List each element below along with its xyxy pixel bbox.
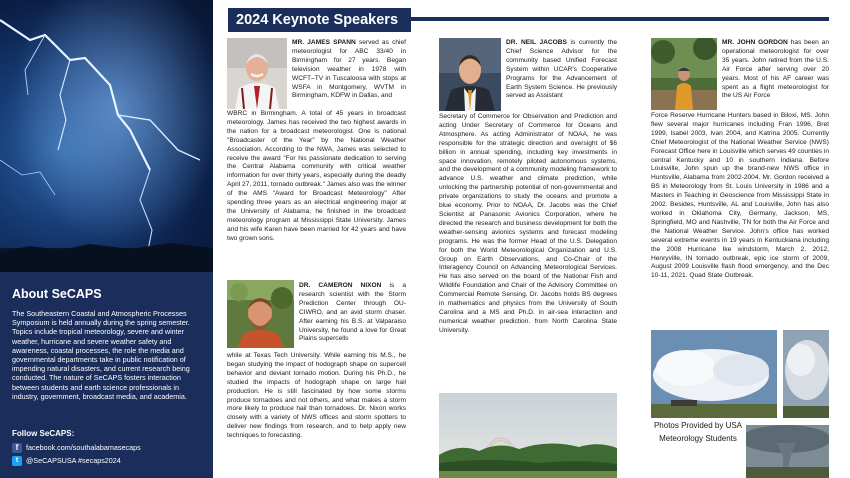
storm-cloud-photo <box>651 330 777 418</box>
about-body: The Southeastern Coastal and Atmospheric Processes Symposium is held annually during the spring semester. Topics include tropical meteorology, severe and winter weather, hurricane and severe weather safety and awareness, coastal processes, the role the media and governmental departments take in public notification of impending natural disasters, and current research being conducted. The nature of SeCAPS fosters interaction between students and earth science professionals in industry, government, broadcast media, and academia. <box>12 309 190 401</box>
about-section <box>12 287 204 401</box>
cameron-nixon-portrait <box>227 280 294 348</box>
left-panel <box>0 0 213 478</box>
gordon-intro-text: has been an operational meteorologist for over 35 years. John retired from the U.S. Air Force after serving over 20 years. Most of his AF career was spent as a flight meteorologist for the US Air Force <box>722 39 829 100</box>
jacobs-bio-intro <box>506 39 617 101</box>
nixon-intro-text: is a research scientist with the Storm Prediction Center through OU-CIWRO, and an avid storm chaser. After earning his B.S. at Valparaiso University, he found a love for Great Plains supercells <box>299 282 406 343</box>
rainbow-landscape-photo <box>439 393 617 478</box>
facebook-icon: f <box>12 443 22 453</box>
jacobs-intro-text: is currently the Chief Science Advisor for the community based Unified Forecast System within UCAR's Cooperative Programs for the Advancement of Earth System Science. He previously served as Assistant <box>506 39 617 100</box>
facebook-link[interactable]: facebook.com/southalabamasecaps <box>26 443 141 452</box>
john-gordon-photo <box>651 38 717 110</box>
about-title: About SeCAPS <box>12 287 102 301</box>
spann-intro-text: served as chief meteorologist for ABC 33/40 in Birmingham for 27 years. Began television weather in 1978 with WCFT–TV in Tuscaloosa with stops at WSFA in Montgomery, WVTM in Birmingham, KDFW in Dallas, and <box>292 39 406 100</box>
twitter-row[interactable] <box>12 454 208 467</box>
gordon-bio-intro <box>722 39 829 101</box>
spann-bio-intro <box>292 39 406 101</box>
twitter-handle[interactable]: @SeCAPSUSA #secaps2024 <box>26 456 121 465</box>
lightning-sky-photo <box>0 0 213 272</box>
gordon-name: MR. JOHN GORDON <box>722 39 788 46</box>
nixon-bio-intro <box>299 282 406 344</box>
twitter-icon: t <box>12 456 22 466</box>
gordon-bio-rest: Force Reserve Hurricane Hunters based in Biloxi, MS. John flew several major hurricanes including Fran 1996, Bret 1999, Isabel 2003, Ivan 2004, and Katrina 2005. Currently Chief Meteorologist of the National Weather Service (NWS) Forecast Office here in Louisville which serves 49 counties in central Kentucky and 10 in southern Indiana. Before Louisville, John spun up the brand-new NWS office in Huntsville, Alabama from 2002-2004. Mr. Gordon received a BS in Meteorology from St. Louis University in 1986 and a Masters in Teaching in Geoscience from Mississippi State in 2002. Besides, Huntsville, AL and Louisville, John has also worked in Oklahoma City, Germany, Jackson, MS, Springfield, MO and Nashville, TN for both the Air Force and the National Weather Service. John's office has worked several extreme events in 19 years in Kentuckiana including the 2008 Hurricane Ike windstorm, March 2, 2012, Henryville, IN tornado outbreak, epic ice storm of 2009, August 2009 Louisville flash flood emergency, and the Dec 10-11, 2021. Quad State Outbreak. <box>651 112 829 280</box>
lightning-illustration <box>0 0 213 272</box>
nixon-bio-rest: while at Texas Tech University. While earning his M.S., he began studying the impact of hodograph shape on supercell behavior and deviant tornado motion. During his Ph.D., he studied the impacts of hodograph shape on large hail production. He is still fascinated by how some storms produce tornadoes and not others, and what makes a storm more likely to produce hail than tornadoes. Dr. Nixon works closely with a variety of NWS offices and storm spotters to deliver new findings from research, and to help apply new techniques to forecasting. <box>227 352 406 440</box>
spann-bio-rest: WBRC in Birmingham. A total of 45 years in broadcast meteorology. James has received the two highest awards in the nation for a broadcast meteorologist. One is national "Broadcaster of the Year" by the National Weather Association. According to the NWA, James was selected to receive the award "For his passionate dedication to serving the Central Alabama community with critical weather information for over thirty years, especially during the deadly April 27, 2011, tornado outbreak." James also was the winner of the AMS "Award for Broadcast Meteorology" After spending three years as an electrical engineering major at the University of Alabama, he finished in the broadcast meteorology program at Mississippi State University. James and his wife Karen have been married for 42 years and have two grown sons. <box>227 110 406 242</box>
facebook-row[interactable] <box>12 441 208 454</box>
jacobs-bio-rest: Secretary of Commerce for Observation and Prediction and acting Under Secretary of Commerce for Oceans and Atmosphere. As acting Administrator of NOAA, he was responsible for the strategic direction and oversight of $6 billion in annual spending, including key investments in space innovation, remotely piloted autonomous systems, and the development of a community modeling framework to advance U.S. weather and climate prediction, while unlocking the partnership potential of non-governmental and private organizations to study the oceans and promote a blue economy. Prior to NOAA, Dr. Jacobs was the Chief Scientist at Panasonic Avionics Corporation, where he directed the research and business development for both the weather-sensing avionics systems and forecast modeling programs. He was the former Head of the U.S. Delegation for both the World Meteorological Organization and U.S. Group on Earth Observations, and Co-Chair of the Interagency Council on Advancing Meteorological Services. He has also served on the board of the National Fish and Wildlife Foundation and Chair of the Advisory Committee on Commercial Remote Sensing. Dr. Jacobs holds BS degrees in mathematics and physics from the University of South Carolina and a MS and Ph.D. in air-sea interaction and numerical weather prediction. from North Carolina State University. <box>439 113 617 334</box>
page-title: 2024 Keynote Speakers <box>228 8 411 32</box>
funnel-cloud-photo <box>746 425 829 478</box>
follow-section <box>12 429 208 467</box>
follow-title: Follow SeCAPS: <box>12 429 75 438</box>
jacobs-name: DR. NEIL JACOBS <box>506 39 567 46</box>
cloud-detail-photo <box>783 330 829 418</box>
neil-jacobs-portrait <box>439 38 501 111</box>
nixon-name: DR. CAMERON NIXON <box>299 282 382 289</box>
spann-name: MR. JAMES SPANN <box>292 39 356 46</box>
james-spann-portrait <box>227 38 287 109</box>
photos-caption: Photos Provided by USA Meteorology Students <box>653 421 743 443</box>
header-rule <box>411 17 829 21</box>
